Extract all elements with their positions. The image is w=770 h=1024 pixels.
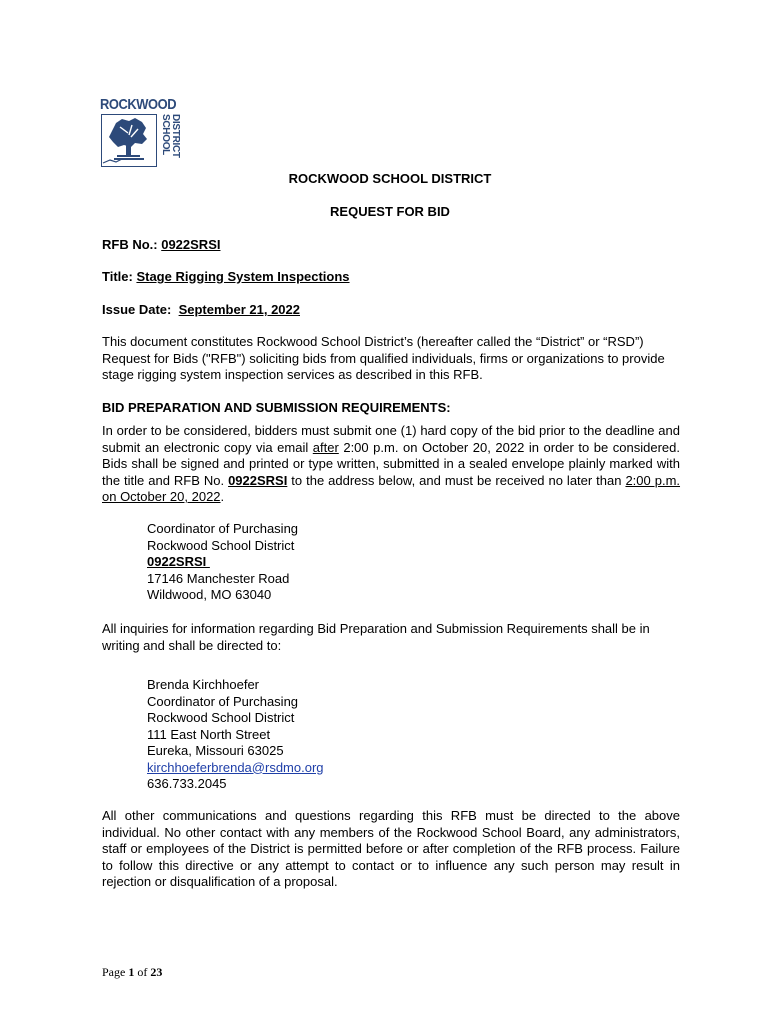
requirements-text-2: 2:00 p.m. on October 20, 2022 in order to be considered. Bids shall be signed and printed or type written, submitted in a sealed envelope plainly marked with the title and RFB No. [102, 439, 680, 488]
address-line: Rockwood School District [147, 537, 295, 553]
contact-block [147, 677, 324, 793]
requirements-text-4: . [220, 489, 225, 504]
doc-type-heading: REQUEST FOR BID [330, 204, 450, 219]
logo-school-text: SCHOOL [160, 114, 171, 155]
district-logo [100, 97, 184, 171]
communications-paragraph: All other communications and questions regarding this RFB must be directed to the above individual. No other contact with any members of the Rockwood School Board, any administrators, staff or employees of the District is permitted before or after completion of the RFB process. Failure to follow this directive or any attempt to contact or to influence any such person may result in rejection or disqualification of a proposal. [102, 808, 680, 889]
contact-org: Rockwood School District [147, 710, 295, 725]
contact-name: Brenda Kirchhoefer [147, 677, 260, 692]
issue-date-value: September 21, 2022 [178, 302, 300, 317]
footer-of-word: of [134, 965, 151, 979]
contact-email-link[interactable]: kirchhoeferbrenda@rsdmo.org [147, 759, 324, 775]
requirements-text-3: to the address below, and must be received no later than [287, 472, 626, 488]
address-line: Wildwood, MO 63040 [147, 587, 272, 602]
requirements-deadline: 2:00 p.m. on October 20, 2022 [102, 472, 681, 504]
requirements-text-1: In order to be considered, bidders must submit one (1) hard copy of the bid prior to the deadline and submit an electronic copy via email [102, 423, 680, 455]
contact-city: Eureka, Missouri 63025 [147, 743, 284, 758]
footer-page-word: Page [102, 965, 129, 979]
logo-side-text [160, 114, 182, 168]
inquiries-paragraph: All inquiries for information regarding Bid Preparation and Submission Requirements shall be in writing and shall be directed to: [102, 621, 650, 653]
footer-current-page: 1 [128, 965, 135, 979]
footer-total-pages: 23 [150, 965, 163, 979]
title-field [102, 269, 350, 284]
rfb-number-value: 0922SRSI [161, 237, 221, 252]
requirements-paragraph [102, 423, 680, 506]
intro-paragraph: This document constitutes Rockwood School District’s (hereafter called the “District” or “RSD”) Request for Bids ("RFB") soliciting bids from qualified individuals, firms or organizations to provide stage rigging system inspection services as described in this RFB. [102, 334, 665, 382]
address-line: Coordinator of Purchasing [147, 521, 299, 536]
issue-date-label: Issue Date: [102, 302, 179, 317]
requirements-after: after [312, 439, 339, 455]
section-heading: BID PREPARATION AND SUBMISSION REQUIREMENTS: [102, 400, 451, 415]
page-footer [102, 965, 162, 980]
rfb-number-label: RFB No.: [102, 237, 162, 252]
contact-phone: 636.733.2045 [147, 776, 227, 791]
contact-street: 111 East North Street [147, 726, 271, 742]
rfb-number-field [102, 237, 220, 252]
logo-wordmark: ROCKWOOD [100, 96, 177, 113]
tree-icon [101, 114, 157, 167]
requirements-rfb-number: 0922SRSI [228, 472, 288, 488]
issue-date-field [102, 302, 300, 317]
mailing-address [147, 521, 298, 604]
title-label: Title: [102, 269, 137, 284]
org-heading: ROCKWOOD SCHOOL DISTRICT [288, 171, 492, 186]
address-rfb-number: 0922SRSI [147, 554, 210, 569]
logo-district-text: DISTRICT [170, 114, 181, 158]
title-value: Stage Rigging System Inspections [136, 269, 350, 284]
address-line: 17146 Manchester Road [147, 570, 290, 586]
contact-title: Coordinator of Purchasing [147, 693, 299, 709]
